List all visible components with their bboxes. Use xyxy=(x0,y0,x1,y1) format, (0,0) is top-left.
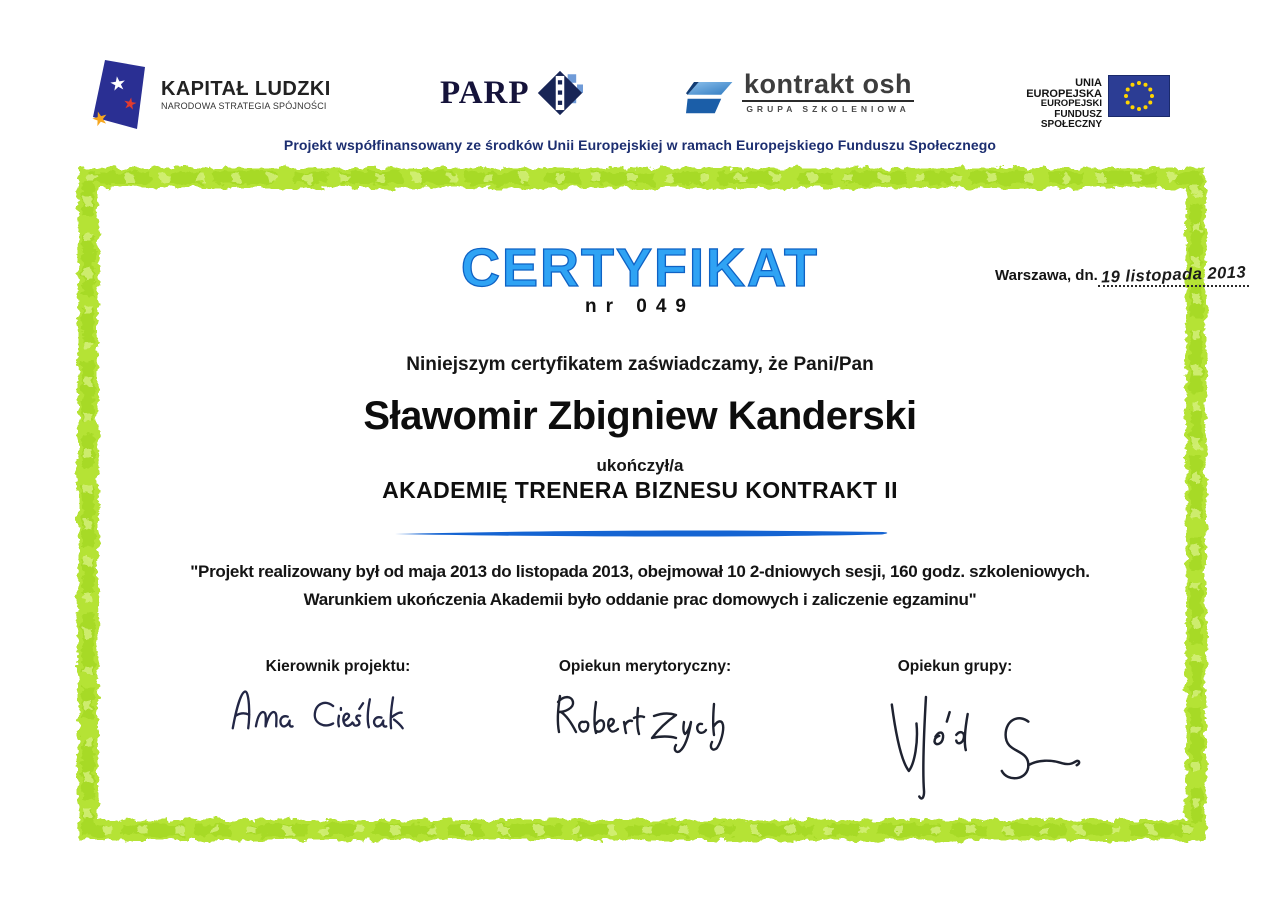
eu-line1: UNIA EUROPEJSKA xyxy=(1026,77,1102,100)
description-line-2: Warunkiem ukończenia Akademii było oddanie prac domowych i zaliczenie egzaminu" xyxy=(303,590,977,609)
svg-text:★: ★ xyxy=(89,107,112,132)
signature-anna-cieslak xyxy=(223,680,453,736)
eu-line2: EUROPEJSKI xyxy=(1040,98,1102,109)
eu-line3: FUNDUSZ SPOŁECZNY xyxy=(1040,108,1102,130)
recipient-name: Sławomir Zbigniew Kanderski xyxy=(363,394,917,438)
parp-diamond-icon xyxy=(537,70,583,116)
kapital-ludzki-logo xyxy=(85,57,331,133)
parp-logo xyxy=(440,70,583,116)
svg-text:★: ★ xyxy=(121,94,139,115)
certificate-number: nr 049 xyxy=(585,296,695,317)
kontrakt-osh-logo xyxy=(686,70,914,120)
blue-brush-divider xyxy=(393,528,890,540)
eu-logo xyxy=(998,75,1170,131)
completed-label: ukończył/a xyxy=(596,456,684,475)
kapital-ludzki-title: KAPITAŁ LUDZKI xyxy=(161,78,331,100)
certificate-intro: Niniejszym certyfikatem zaświadczamy, że Pani/Pan xyxy=(406,354,874,375)
kapital-ludzki-subtitle: NARODOWA STRATEGIA SPÓJNOŚCI xyxy=(161,101,327,111)
place-date-label: Warszawa, dn. xyxy=(995,267,1098,284)
kontrakt-osh-tagline: GRUPA SZKOLENIOWA xyxy=(746,104,910,114)
signature-block-group-supervisor xyxy=(835,658,1075,806)
signature-role-label: Kierownik projektu: xyxy=(265,658,411,675)
kapital-ludzki-flag-icon xyxy=(85,57,149,133)
parp-wordmark: PARP xyxy=(440,74,530,111)
svg-text:★: ★ xyxy=(108,72,128,97)
place-and-date xyxy=(995,263,1249,287)
signature-role-label: Opiekun merytoryczny: xyxy=(558,658,732,675)
course-description xyxy=(0,558,1280,614)
eu-flag-icon xyxy=(1108,75,1170,117)
course-name: AKADEMIĘ TRENERA BIZNESU KONTRAKT II xyxy=(382,477,898,503)
signature-group-supervisor xyxy=(875,678,1085,806)
funding-note: Projekt współfinansowany ze środków Unii Europejskiej w ramach Europejskiego Funduszu Społecznego xyxy=(283,137,997,153)
signature-role-label: Opiekun grupy: xyxy=(897,658,1013,675)
signature-block-content-supervisor xyxy=(525,658,765,758)
kontrakt-osh-wordmark: kontrakt osh xyxy=(742,70,914,102)
certificate-title: CERTYFIKAT xyxy=(461,238,819,298)
kontrakt-osh-book-icon xyxy=(686,76,734,120)
signature-block-project-manager xyxy=(218,658,458,736)
signature-robert-zych xyxy=(550,686,740,758)
handwritten-date: 19 listopada 2013 xyxy=(1100,263,1247,287)
description-line-1: "Projekt realizowany był od maja 2013 do listopada 2013, obejmował 10 2-dniowych sesji, 160 godz. szkoleniowych. xyxy=(190,562,1090,581)
